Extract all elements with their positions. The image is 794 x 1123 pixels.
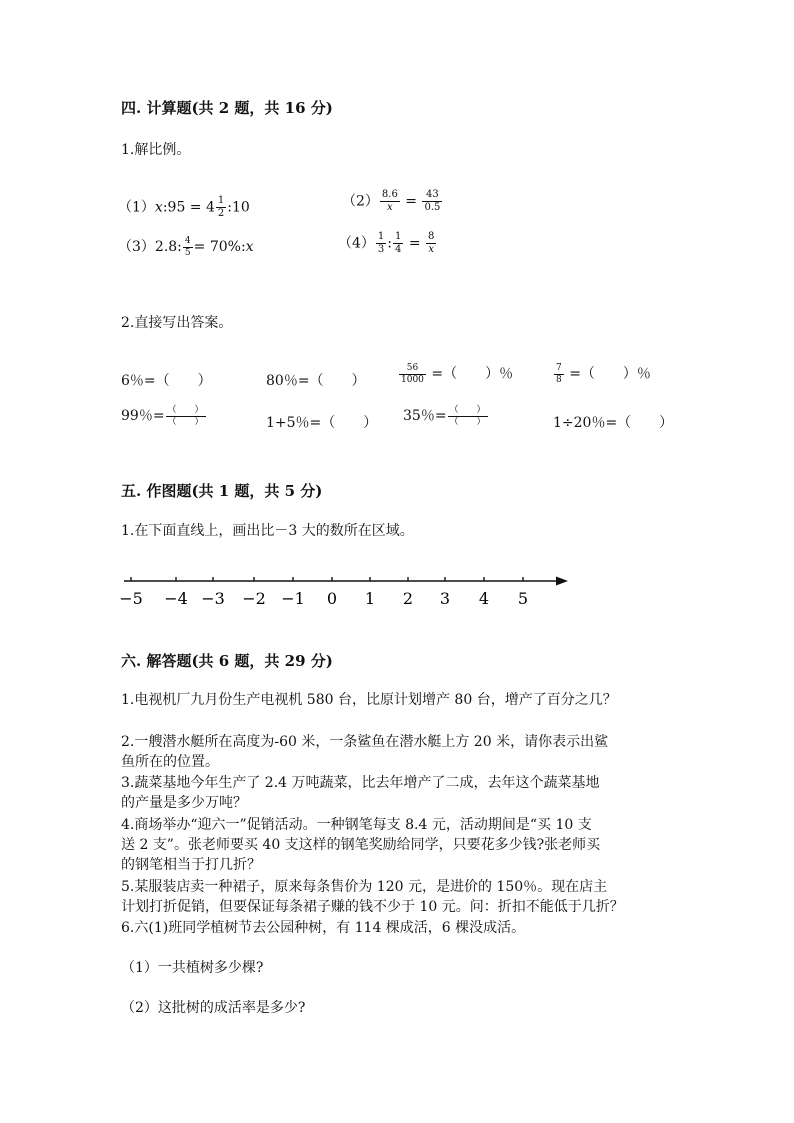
p3-a: 2.8: — [154, 239, 182, 255]
section5-title: 五. 作图题(共 1 题，共 5 分) — [121, 482, 323, 500]
proportion-1 — [118, 196, 250, 219]
section6-q4-line3: 的钢笔相当于打几折？ — [121, 857, 261, 873]
number-line-label: −2 — [242, 589, 266, 608]
section4-title: 四. 计算题(共 2 题，共 16 分) — [121, 99, 333, 117]
number-line-label: 3 — [439, 589, 451, 608]
number-line-arrow-icon — [556, 577, 568, 586]
answer-b3 — [403, 405, 489, 427]
q2-title: 2.直接写出答案。 — [121, 315, 233, 331]
a4-rest: =（ ）％ — [569, 366, 651, 382]
number-line-label: 0 — [326, 589, 338, 608]
number-line-label: 4 — [478, 589, 490, 608]
section6-q4-line2: 送 2 支”。张老师要买 40 支这样的钢笔奖励给同学，只要花多少钱?张老师买 — [121, 837, 601, 853]
b1-fraction: $\frac{( )}{( )}$ — [167, 404, 204, 427]
answer-b4: 1÷20％=（ ） — [553, 415, 674, 431]
section6-q4-line1: 4.商场举办“迎六一”促销活动。一种钢笔每支 8.4 元，活动期间是“买 10 支 — [121, 817, 592, 833]
answer-b1 — [121, 405, 207, 427]
number-line-label: 2 — [402, 589, 414, 608]
q1-title: 1.解比例。 — [121, 142, 191, 158]
number-line-label: −1 — [281, 589, 305, 608]
p2-fraction-2: $\frac{43}{0.5}$ — [424, 189, 441, 213]
section6-q2-line1: 2.一艘潜水艇所在高度为-60 米，一条鲨鱼在潜水艇上方 20 米，请你表示出鲨 — [121, 734, 609, 750]
proportion-4 — [338, 232, 437, 255]
number-line-label: −4 — [164, 589, 188, 608]
p4-eq: = — [408, 235, 421, 252]
number-line-label: 1 — [364, 589, 376, 608]
section5-q1: 1.在下面直线上，画出比－3 大的数所在区域。 — [121, 523, 414, 539]
answer-a4 — [553, 363, 651, 385]
p3-label: （3） — [118, 239, 155, 255]
a4-fraction: $\frac{7}{8}$ — [556, 362, 562, 385]
p2-eq: = — [405, 193, 418, 210]
section6-q6: 6.六(1)班同学植树节去公园种树，有 114 棵成活，6 棵没成活。 — [121, 920, 526, 936]
answer-a2: 80％=（ ） — [266, 373, 366, 389]
b1-lead: 99％= — [121, 408, 165, 424]
a3-rest: =（ ）％ — [431, 366, 514, 382]
p4-colon: : — [387, 235, 393, 252]
proportion-2 — [342, 190, 443, 213]
number-line — [118, 568, 578, 616]
section6-q6-sub2: （2）这批树的成活率是多少? — [121, 1000, 306, 1016]
section6-q5-line1: 5.某服装店卖一种裙子，原来每条售价为 120 元，是进价的 150％。现在店主 — [121, 879, 608, 895]
section6-q3-line2: 的产量是多少万吨？ — [121, 795, 247, 811]
p1-b: :10 — [227, 199, 250, 216]
section6-title: 六. 解答题(共 6 题，共 29 分) — [121, 652, 333, 670]
section6-q3-line1: 3.蔬菜基地今年生产了 2.4 万吨蔬菜，比去年增产了二成，去年这个蔬菜基地 — [121, 775, 600, 791]
p1-fraction: $\frac{1}{2}$ — [217, 195, 225, 219]
section6-q1: 1.电视机厂九月份生产电视机 580 台，比原计划增产 80 台，增产了百分之几？ — [121, 692, 617, 708]
p4-fraction-2: $\frac{1}{4}$ — [395, 231, 402, 255]
p4-fraction-3: $\frac{8}{x}$ — [428, 231, 435, 255]
section6-q5-line2: 计划打折促销，但要保证每条裙子赚的钱不少于 10 元。问：折扣不能低于几折？ — [121, 899, 624, 915]
number-line-label: −3 — [201, 589, 225, 608]
answer-a3 — [398, 363, 513, 385]
a3-fraction: $\frac{56}{1000}$ — [401, 362, 424, 385]
p3-fraction: $\frac{4}{5}$ — [184, 235, 191, 258]
p1-label: （1） — [118, 199, 155, 216]
p2-fraction-1: $\frac{8.6}{x}$ — [381, 189, 398, 213]
proportion-3 — [118, 236, 254, 258]
p3-x: x — [245, 239, 254, 255]
number-line-label: −5 — [119, 589, 143, 608]
p1-x: x — [154, 199, 163, 216]
p1-a: :95 = 4 — [162, 199, 215, 216]
p4-fraction-1: $\frac{1}{3}$ — [377, 231, 385, 255]
section6-q6-sub1: （1）一共植树多少棵? — [121, 960, 264, 976]
b3-lead: 35％= — [403, 408, 447, 424]
p2-label: （2） — [342, 193, 379, 210]
p4-label: （4） — [338, 235, 375, 252]
answer-b2: 1+5％=（ ） — [266, 415, 378, 431]
p3-b: = 70%: — [193, 239, 246, 255]
b3-fraction: $\frac{( )}{( )}$ — [449, 404, 486, 427]
section6-q2-line2: 鱼所在的位置。 — [121, 754, 219, 770]
answer-a1: 6％=（ ） — [121, 373, 212, 389]
number-line-label: 5 — [517, 589, 529, 608]
